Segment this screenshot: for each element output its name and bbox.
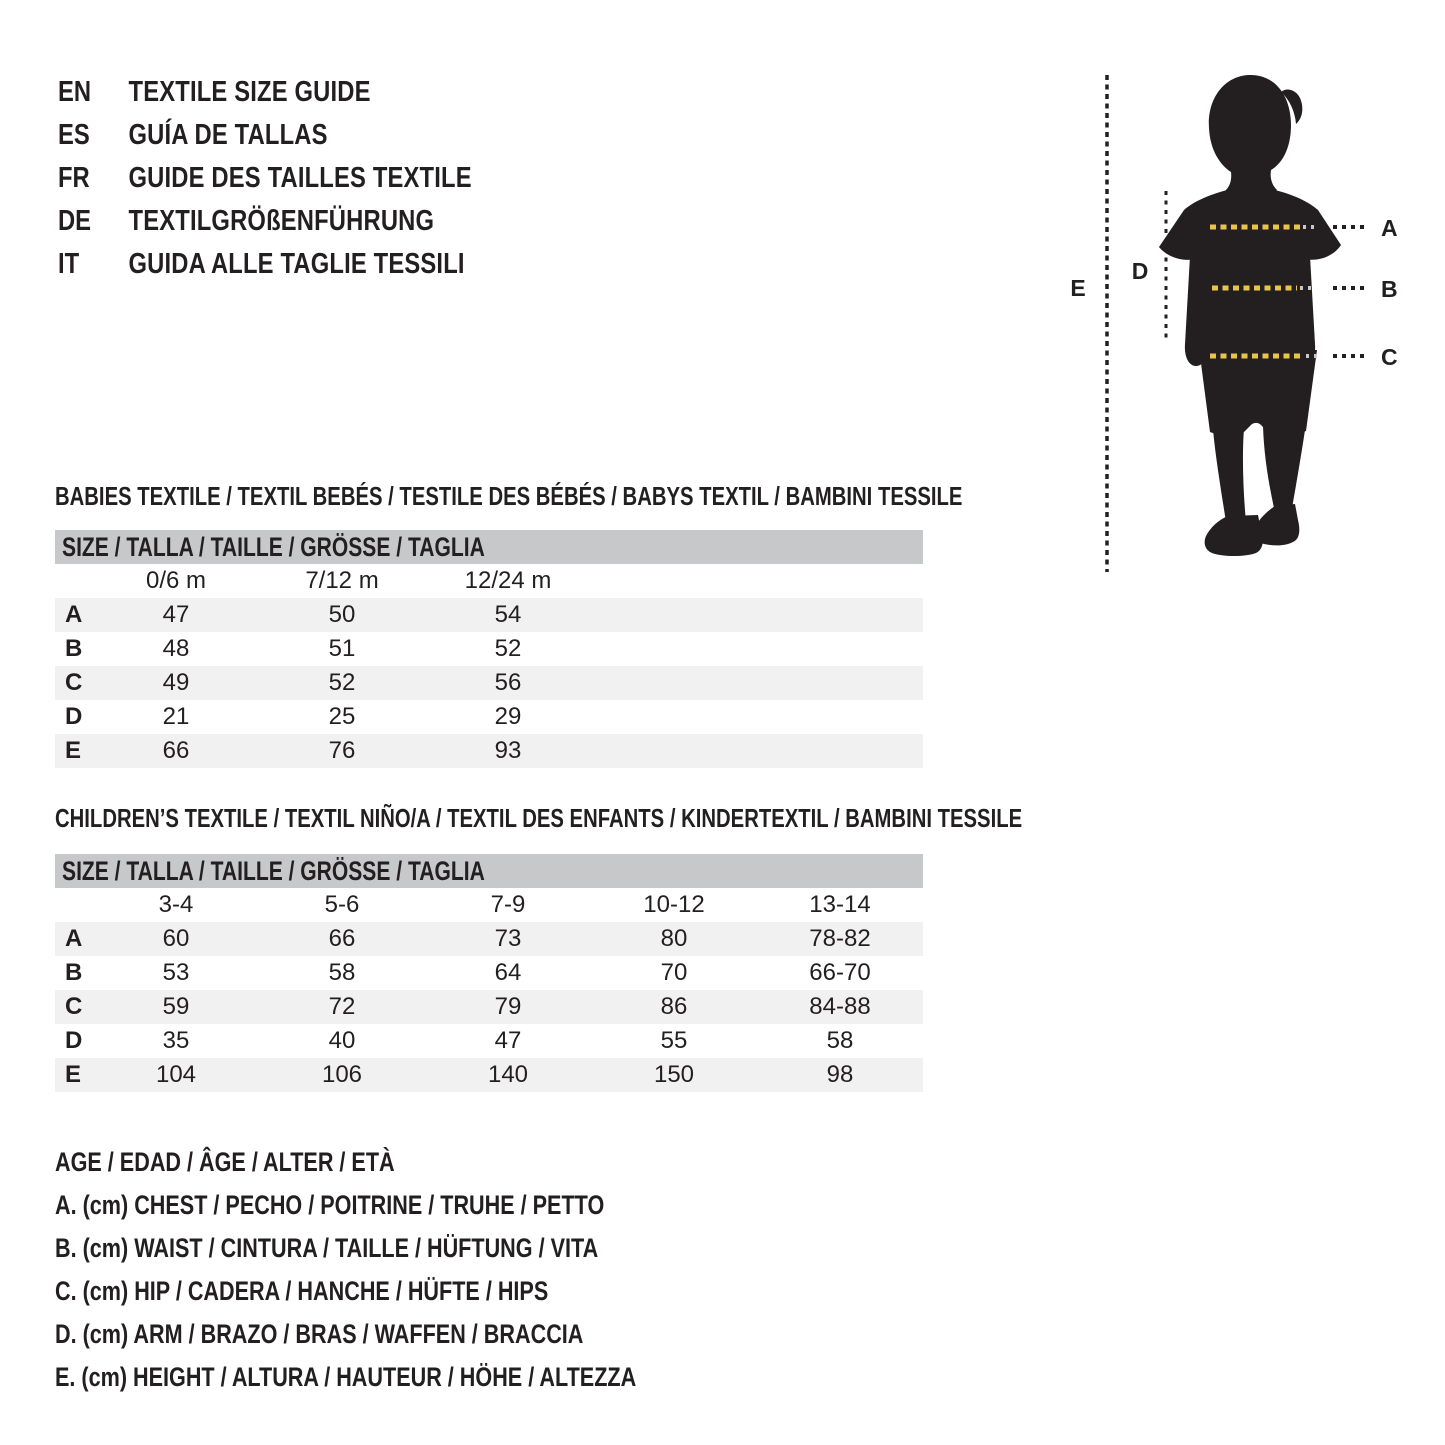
table-cell: 49 (162, 669, 190, 696)
legend-line-height (55, 1356, 781, 1399)
legend-text: AGE / EDAD / ÂGE / ALTER / ETÀ (55, 1147, 395, 1177)
column-header: 13-14 (809, 891, 871, 918)
guide-title-it: GUIDA ALLE TAGLIE TESSILI (128, 248, 465, 280)
table-row (55, 1024, 923, 1058)
figure-label-d: D (1131, 258, 1149, 284)
child-silhouette-icon (1159, 75, 1341, 556)
table-cell: 40 (328, 1027, 356, 1054)
figure-label-b: B (1381, 276, 1398, 302)
table-cell: 72 (328, 993, 356, 1020)
table-cell: 104 (155, 1061, 197, 1088)
table-cell: 47 (494, 1027, 522, 1054)
table-cell: 55 (660, 1027, 688, 1054)
column-header: 0/6 m (145, 567, 207, 594)
column-header: 10-12 (643, 891, 705, 918)
header-line-it (58, 243, 472, 286)
row-label: C (65, 993, 83, 1020)
language-code: DE (58, 205, 92, 237)
babies-section-title: BABIES TEXTILE / TEXTIL BEBÉS / TESTILE DES BÉBÉS / BABYS TEXTIL / BAMBINI TESSILE (55, 481, 963, 511)
column-header: 7-9 (490, 891, 526, 918)
column-header: 3-4 (158, 891, 194, 918)
row-label: A (65, 601, 83, 628)
table-cell: 79 (494, 993, 522, 1020)
size-header-label: SIZE / TALLA / TAILLE / GRÖSSE / TAGLIA (62, 855, 485, 886)
table-cell: 25 (328, 703, 356, 730)
table-row (55, 922, 923, 956)
babies-size-table (55, 530, 923, 768)
legend-text: C. (cm) HIP / CADERA / HANCHE / HÜFTE / HIPS (55, 1276, 549, 1306)
table-cell: 58 (328, 959, 356, 986)
babies-column-headers (55, 564, 923, 598)
size-header-label: SIZE / TALLA / TAILLE / GRÖSSE / TAGLIA (62, 531, 485, 562)
table-cell: 29 (494, 703, 522, 730)
row-label: C (65, 669, 83, 696)
row-label: D (65, 1027, 83, 1054)
guide-title-en: TEXTILE SIZE GUIDE (128, 76, 371, 108)
header-line-de (58, 200, 472, 243)
table-cell: 106 (321, 1061, 363, 1088)
guide-title-fr: GUIDE DES TAILLES TEXTILE (128, 162, 472, 194)
babies-size-header-bar (55, 530, 923, 564)
table-cell: 78-82 (809, 925, 871, 952)
table-cell: 50 (328, 601, 356, 628)
measurement-figure (1050, 60, 1445, 590)
legend-line-age (55, 1141, 781, 1184)
row-label: B (65, 635, 83, 662)
table-cell: 76 (328, 737, 356, 764)
header-line-fr (58, 157, 472, 200)
table-cell: 59 (162, 993, 190, 1020)
table-row (55, 1058, 923, 1092)
legend-text: B. (cm) WAIST / CINTURA / TAILLE / HÜFTUNG / VITA (55, 1233, 599, 1263)
table-cell: 70 (660, 959, 688, 986)
language-header-block (58, 71, 563, 286)
legend-text: D. (cm) ARM / BRAZO / BRAS / WAFFEN / BRACCIA (55, 1319, 584, 1349)
table-cell: 84-88 (809, 993, 871, 1020)
children-column-headers (55, 888, 923, 922)
row-label: D (65, 703, 83, 730)
legend-text: A. (cm) CHEST / PECHO / POITRINE / TRUHE / PETTO (55, 1190, 605, 1220)
table-cell: 48 (162, 635, 190, 662)
table-cell: 21 (162, 703, 190, 730)
row-label: A (65, 925, 83, 952)
table-row (55, 632, 923, 666)
table-row (55, 956, 923, 990)
table-cell: 98 (826, 1061, 854, 1088)
legend-line-waist (55, 1227, 781, 1270)
figure-label-e: E (1070, 275, 1086, 301)
table-cell: 150 (653, 1061, 695, 1088)
table-row (55, 734, 923, 768)
language-code: ES (58, 119, 90, 151)
legend-line-chest (55, 1184, 781, 1227)
table-cell: 52 (494, 635, 522, 662)
measurement-legend (55, 1141, 781, 1399)
table-cell: 60 (162, 925, 190, 952)
table-cell: 56 (494, 669, 522, 696)
figure-label-a: A (1381, 215, 1398, 241)
row-label: B (65, 959, 83, 986)
header-line-es (58, 114, 472, 157)
table-cell: 58 (826, 1027, 854, 1054)
table-row (55, 598, 923, 632)
table-cell: 47 (162, 601, 190, 628)
header-line-en (58, 71, 472, 114)
figure-label-c: C (1381, 344, 1398, 370)
row-label: E (65, 737, 82, 764)
table-cell: 93 (494, 737, 522, 764)
table-row (55, 700, 923, 734)
legend-line-hip (55, 1270, 781, 1313)
table-cell: 52 (328, 669, 356, 696)
children-section-title: CHILDREN’S TEXTILE / TEXTIL NIÑO/A / TEXTIL DES ENFANTS / KINDERTEXTIL / BAMBINI TESSILE (55, 803, 1023, 833)
children-size-header-bar (55, 854, 923, 888)
table-cell: 51 (328, 635, 356, 662)
legend-text: E. (cm) HEIGHT / ALTURA / HAUTEUR / HÖHE / ALTEZZA (55, 1362, 637, 1392)
table-cell: 73 (494, 925, 522, 952)
table-cell: 35 (162, 1027, 190, 1054)
table-cell: 66 (328, 925, 356, 952)
legend-line-arm (55, 1313, 781, 1356)
guide-title-es: GUÍA DE TALLAS (128, 119, 328, 151)
column-header: 5-6 (324, 891, 360, 918)
table-cell: 86 (660, 993, 688, 1020)
language-code: EN (58, 76, 92, 108)
table-cell: 66-70 (809, 959, 871, 986)
children-size-table (55, 854, 923, 1092)
table-cell: 64 (494, 959, 522, 986)
row-label: E (65, 1061, 82, 1088)
guide-title-de: TEXTILGRÖßENFÜHRUNG (128, 205, 435, 237)
table-cell: 54 (494, 601, 522, 628)
table-cell: 66 (162, 737, 190, 764)
table-row (55, 666, 923, 700)
language-code: IT (58, 248, 80, 280)
column-header: 12/24 m (464, 567, 552, 594)
table-cell: 53 (162, 959, 190, 986)
table-cell: 140 (487, 1061, 529, 1088)
column-header: 7/12 m (305, 567, 379, 594)
language-code: FR (58, 162, 90, 194)
table-cell: 80 (660, 925, 688, 952)
table-row (55, 990, 923, 1024)
